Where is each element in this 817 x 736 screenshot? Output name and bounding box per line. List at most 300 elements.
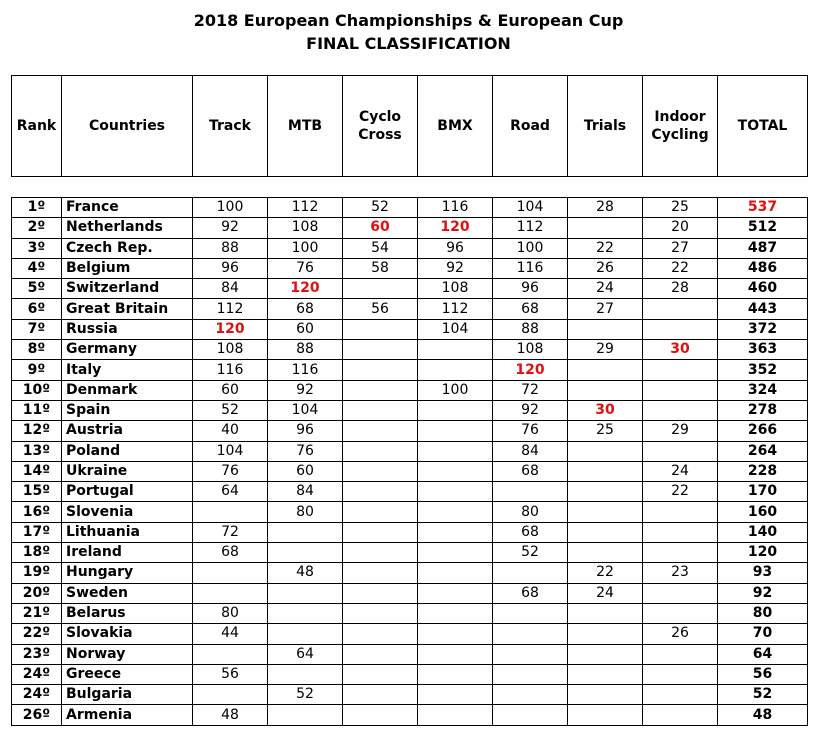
country-cell: Great Britain [62, 299, 193, 319]
bmx-cell [418, 340, 493, 360]
road-cell: 68 [493, 522, 568, 542]
cyclo-cross-cell [343, 502, 418, 522]
mtb-cell: 112 [268, 198, 343, 218]
trials-cell: 25 [568, 421, 643, 441]
indoor-cycling-cell [643, 441, 718, 461]
header-mtb: MTB [268, 76, 343, 177]
trials-cell [568, 218, 643, 238]
country-cell: France [62, 198, 193, 218]
track-cell: 88 [193, 238, 268, 258]
mtb-cell: 60 [268, 319, 343, 339]
bmx-cell: 104 [418, 319, 493, 339]
total-cell: 278 [718, 400, 808, 420]
cyclo-cross-cell [343, 583, 418, 603]
bmx-cell [418, 482, 493, 502]
indoor-cycling-cell: 25 [643, 198, 718, 218]
bmx-cell [418, 685, 493, 705]
table-row [12, 705, 808, 725]
cyclo-cross-cell [343, 279, 418, 299]
indoor-cycling-cell: 28 [643, 279, 718, 299]
rank-cell: 23º [12, 644, 62, 664]
total-cell: 48 [718, 705, 808, 725]
total-cell: 140 [718, 522, 808, 542]
header-countries: Countries [62, 76, 193, 177]
country-cell: Greece [62, 664, 193, 684]
country-cell: Russia [62, 319, 193, 339]
country-cell: Belgium [62, 258, 193, 278]
indoor-cycling-cell [643, 705, 718, 725]
cyclo-cross-cell [343, 421, 418, 441]
bmx-cell [418, 664, 493, 684]
rank-cell: 12º [12, 421, 62, 441]
country-cell: Hungary [62, 563, 193, 583]
header-bmx: BMX [418, 76, 493, 177]
bmx-cell [418, 461, 493, 481]
indoor-cycling-cell [643, 319, 718, 339]
track-cell: 68 [193, 543, 268, 563]
mtb-cell: 68 [268, 299, 343, 319]
indoor-cycling-cell: 26 [643, 624, 718, 644]
road-cell [493, 705, 568, 725]
mtb-cell [268, 664, 343, 684]
total-cell: 266 [718, 421, 808, 441]
indoor-cycling-cell [643, 543, 718, 563]
road-cell: 52 [493, 543, 568, 563]
total-cell: 487 [718, 238, 808, 258]
rank-cell: 13º [12, 441, 62, 461]
country-cell: Czech Rep. [62, 238, 193, 258]
track-cell: 80 [193, 603, 268, 623]
track-cell [193, 644, 268, 664]
cyclo-cross-cell [343, 664, 418, 684]
header-rank: Rank [12, 76, 62, 177]
bmx-cell [418, 603, 493, 623]
trials-cell: 29 [568, 340, 643, 360]
table-row [12, 502, 808, 522]
mtb-cell: 100 [268, 238, 343, 258]
indoor-cycling-cell: 22 [643, 482, 718, 502]
table-row [12, 238, 808, 258]
track-cell: 100 [193, 198, 268, 218]
trials-cell [568, 482, 643, 502]
trials-cell: 28 [568, 198, 643, 218]
cyclo-cross-cell [343, 360, 418, 380]
total-cell: 363 [718, 340, 808, 360]
header-indoor-cycling-label: Indoor Cycling [651, 109, 709, 143]
track-cell: 60 [193, 380, 268, 400]
cyclo-cross-cell [343, 603, 418, 623]
cyclo-cross-cell [343, 441, 418, 461]
indoor-cycling-cell: 22 [643, 258, 718, 278]
table-row [12, 664, 808, 684]
rank-cell: 8º [12, 340, 62, 360]
road-cell: 88 [493, 319, 568, 339]
cyclo-cross-cell [343, 543, 418, 563]
rank-cell: 4º [12, 258, 62, 278]
total-cell: 486 [718, 258, 808, 278]
table-row [12, 543, 808, 563]
table-row [12, 441, 808, 461]
track-cell: 96 [193, 258, 268, 278]
cyclo-cross-cell [343, 624, 418, 644]
rank-cell: 22º [12, 624, 62, 644]
track-cell: 40 [193, 421, 268, 441]
road-cell: 84 [493, 441, 568, 461]
header-total: TOTAL [718, 76, 808, 177]
bmx-cell: 108 [418, 279, 493, 299]
trials-cell: 26 [568, 258, 643, 278]
mtb-cell: 120 [268, 279, 343, 299]
indoor-cycling-cell [643, 380, 718, 400]
mtb-cell: 52 [268, 685, 343, 705]
document-title: 2018 European Championships & European Cup [193, 11, 624, 30]
indoor-cycling-cell [643, 685, 718, 705]
bmx-cell: 92 [418, 258, 493, 278]
indoor-cycling-cell [643, 299, 718, 319]
track-cell: 48 [193, 705, 268, 725]
track-cell: 120 [193, 319, 268, 339]
road-cell: 68 [493, 461, 568, 481]
rank-cell: 19º [12, 563, 62, 583]
road-cell [493, 624, 568, 644]
cyclo-cross-cell [343, 340, 418, 360]
mtb-cell: 80 [268, 502, 343, 522]
mtb-cell [268, 543, 343, 563]
table-row [12, 522, 808, 542]
track-cell [193, 563, 268, 583]
mtb-cell: 64 [268, 644, 343, 664]
country-cell: Sweden [62, 583, 193, 603]
header-cyclo-cross-label: Cyclo Cross [358, 109, 402, 143]
table-row [12, 258, 808, 278]
table-row [12, 603, 808, 623]
rank-cell: 17º [12, 522, 62, 542]
indoor-cycling-cell [643, 644, 718, 664]
total-cell: 56 [718, 664, 808, 684]
cyclo-cross-cell [343, 685, 418, 705]
table-row [12, 380, 808, 400]
rank-cell: 24º [12, 685, 62, 705]
bmx-cell [418, 522, 493, 542]
table-row [12, 340, 808, 360]
mtb-cell: 108 [268, 218, 343, 238]
table-row [12, 563, 808, 583]
trials-cell: 24 [568, 583, 643, 603]
rank-cell: 14º [12, 461, 62, 481]
track-cell: 56 [193, 664, 268, 684]
track-cell: 76 [193, 461, 268, 481]
indoor-cycling-cell: 20 [643, 218, 718, 238]
road-cell: 96 [493, 279, 568, 299]
track-cell: 72 [193, 522, 268, 542]
rank-cell: 7º [12, 319, 62, 339]
bmx-cell: 100 [418, 380, 493, 400]
bmx-cell: 96 [418, 238, 493, 258]
total-cell: 228 [718, 461, 808, 481]
country-cell: Norway [62, 644, 193, 664]
country-cell: Belarus [62, 603, 193, 623]
total-cell: 170 [718, 482, 808, 502]
total-cell: 70 [718, 624, 808, 644]
cyclo-cross-cell [343, 563, 418, 583]
header-indoor-cycling [643, 76, 718, 177]
total-cell: 443 [718, 299, 808, 319]
road-cell [493, 685, 568, 705]
mtb-cell: 84 [268, 482, 343, 502]
road-cell: 112 [493, 218, 568, 238]
header-trials: Trials [568, 76, 643, 177]
bmx-cell [418, 543, 493, 563]
bmx-cell [418, 644, 493, 664]
trials-cell [568, 360, 643, 380]
road-cell: 108 [493, 340, 568, 360]
cyclo-cross-cell [343, 644, 418, 664]
track-cell: 84 [193, 279, 268, 299]
header-track: Track [193, 76, 268, 177]
country-cell: Poland [62, 441, 193, 461]
trials-cell [568, 685, 643, 705]
road-cell [493, 482, 568, 502]
road-cell [493, 563, 568, 583]
table-row [12, 583, 808, 603]
country-cell: Germany [62, 340, 193, 360]
classification-table [11, 197, 808, 726]
mtb-cell: 76 [268, 441, 343, 461]
bmx-cell [418, 705, 493, 725]
table-row [12, 400, 808, 420]
country-cell: Switzerland [62, 279, 193, 299]
track-cell [193, 583, 268, 603]
indoor-cycling-cell [643, 502, 718, 522]
mtb-cell: 48 [268, 563, 343, 583]
cyclo-cross-cell [343, 319, 418, 339]
table-row [12, 198, 808, 218]
rank-cell: 2º [12, 218, 62, 238]
track-cell: 52 [193, 400, 268, 420]
total-cell: 92 [718, 583, 808, 603]
total-cell: 52 [718, 685, 808, 705]
mtb-cell [268, 583, 343, 603]
country-cell: Ukraine [62, 461, 193, 481]
cyclo-cross-cell [343, 522, 418, 542]
track-cell: 108 [193, 340, 268, 360]
rank-cell: 21º [12, 603, 62, 623]
total-cell: 264 [718, 441, 808, 461]
indoor-cycling-cell [643, 400, 718, 420]
bmx-cell [418, 624, 493, 644]
trials-cell [568, 705, 643, 725]
track-cell: 44 [193, 624, 268, 644]
mtb-cell: 92 [268, 380, 343, 400]
table-row [12, 299, 808, 319]
rank-cell: 24º [12, 664, 62, 684]
trials-cell [568, 319, 643, 339]
rank-cell: 20º [12, 583, 62, 603]
trials-cell [568, 522, 643, 542]
table-row [12, 421, 808, 441]
road-cell: 72 [493, 380, 568, 400]
table-row [12, 685, 808, 705]
total-cell: 460 [718, 279, 808, 299]
trials-cell: 27 [568, 299, 643, 319]
trials-cell [568, 644, 643, 664]
mtb-cell [268, 522, 343, 542]
indoor-cycling-cell: 24 [643, 461, 718, 481]
road-cell: 68 [493, 583, 568, 603]
country-cell: Portugal [62, 482, 193, 502]
total-cell: 352 [718, 360, 808, 380]
table-row [12, 644, 808, 664]
cyclo-cross-cell [343, 705, 418, 725]
mtb-cell: 116 [268, 360, 343, 380]
indoor-cycling-cell: 27 [643, 238, 718, 258]
trials-cell [568, 543, 643, 563]
rank-cell: 1º [12, 198, 62, 218]
cyclo-cross-cell [343, 380, 418, 400]
table-row [12, 461, 808, 481]
cyclo-cross-cell [343, 482, 418, 502]
mtb-cell: 60 [268, 461, 343, 481]
total-cell: 80 [718, 603, 808, 623]
country-cell: Ireland [62, 543, 193, 563]
classification-rows [12, 198, 808, 726]
trials-cell: 24 [568, 279, 643, 299]
track-cell: 64 [193, 482, 268, 502]
indoor-cycling-cell: 23 [643, 563, 718, 583]
country-cell: Netherlands [62, 218, 193, 238]
cyclo-cross-cell: 54 [343, 238, 418, 258]
country-cell: Austria [62, 421, 193, 441]
bmx-cell: 120 [418, 218, 493, 238]
trials-cell: 22 [568, 563, 643, 583]
track-cell [193, 685, 268, 705]
indoor-cycling-cell [643, 603, 718, 623]
bmx-cell: 116 [418, 198, 493, 218]
cyclo-cross-cell: 56 [343, 299, 418, 319]
total-cell: 160 [718, 502, 808, 522]
rank-cell: 26º [12, 705, 62, 725]
track-cell [193, 502, 268, 522]
total-cell: 372 [718, 319, 808, 339]
indoor-cycling-cell [643, 360, 718, 380]
trials-cell: 22 [568, 238, 643, 258]
mtb-cell: 96 [268, 421, 343, 441]
total-cell: 93 [718, 563, 808, 583]
table-row [12, 360, 808, 380]
road-cell: 80 [493, 502, 568, 522]
country-cell: Denmark [62, 380, 193, 400]
indoor-cycling-cell: 29 [643, 421, 718, 441]
road-cell: 104 [493, 198, 568, 218]
bmx-cell [418, 360, 493, 380]
road-cell: 100 [493, 238, 568, 258]
bmx-cell [418, 400, 493, 420]
country-cell: Bulgaria [62, 685, 193, 705]
trials-cell [568, 603, 643, 623]
table-row [12, 624, 808, 644]
cyclo-cross-cell: 52 [343, 198, 418, 218]
rank-cell: 16º [12, 502, 62, 522]
mtb-cell: 76 [268, 258, 343, 278]
road-cell: 116 [493, 258, 568, 278]
trials-cell [568, 624, 643, 644]
country-cell: Italy [62, 360, 193, 380]
total-cell: 120 [718, 543, 808, 563]
rank-cell: 9º [12, 360, 62, 380]
trials-cell [568, 461, 643, 481]
total-cell: 537 [718, 198, 808, 218]
header-road: Road [493, 76, 568, 177]
road-cell [493, 603, 568, 623]
rank-cell: 6º [12, 299, 62, 319]
rank-cell: 5º [12, 279, 62, 299]
bmx-cell [418, 563, 493, 583]
indoor-cycling-cell: 30 [643, 340, 718, 360]
country-cell: Lithuania [62, 522, 193, 542]
table-row [12, 319, 808, 339]
total-cell: 324 [718, 380, 808, 400]
road-cell: 76 [493, 421, 568, 441]
trials-cell: 30 [568, 400, 643, 420]
mtb-cell [268, 624, 343, 644]
indoor-cycling-cell [643, 522, 718, 542]
road-cell: 92 [493, 400, 568, 420]
bmx-cell [418, 421, 493, 441]
cyclo-cross-cell: 58 [343, 258, 418, 278]
indoor-cycling-cell [643, 583, 718, 603]
indoor-cycling-cell [643, 664, 718, 684]
track-cell: 116 [193, 360, 268, 380]
road-cell: 120 [493, 360, 568, 380]
trials-cell [568, 502, 643, 522]
mtb-cell [268, 603, 343, 623]
table-row [12, 482, 808, 502]
road-cell: 68 [493, 299, 568, 319]
track-cell: 92 [193, 218, 268, 238]
trials-cell [568, 664, 643, 684]
rank-cell: 10º [12, 380, 62, 400]
mtb-cell: 104 [268, 400, 343, 420]
document-subtitle: FINAL CLASSIFICATION [306, 34, 511, 53]
rank-cell: 3º [12, 238, 62, 258]
rank-cell: 18º [12, 543, 62, 563]
mtb-cell [268, 705, 343, 725]
road-cell [493, 644, 568, 664]
total-cell: 512 [718, 218, 808, 238]
table-row [12, 279, 808, 299]
bmx-cell: 112 [418, 299, 493, 319]
country-cell: Slovenia [62, 502, 193, 522]
bmx-cell [418, 583, 493, 603]
cyclo-cross-cell: 60 [343, 218, 418, 238]
cyclo-cross-cell [343, 400, 418, 420]
track-cell: 112 [193, 299, 268, 319]
country-cell: Spain [62, 400, 193, 420]
bmx-cell [418, 502, 493, 522]
table-row [12, 218, 808, 238]
road-cell [493, 664, 568, 684]
track-cell: 104 [193, 441, 268, 461]
trials-cell [568, 441, 643, 461]
country-cell: Armenia [62, 705, 193, 725]
cyclo-cross-cell [343, 461, 418, 481]
bmx-cell [418, 441, 493, 461]
rank-cell: 15º [12, 482, 62, 502]
total-cell: 64 [718, 644, 808, 664]
trials-cell [568, 380, 643, 400]
country-cell: Slovakia [62, 624, 193, 644]
header-table [11, 75, 808, 177]
